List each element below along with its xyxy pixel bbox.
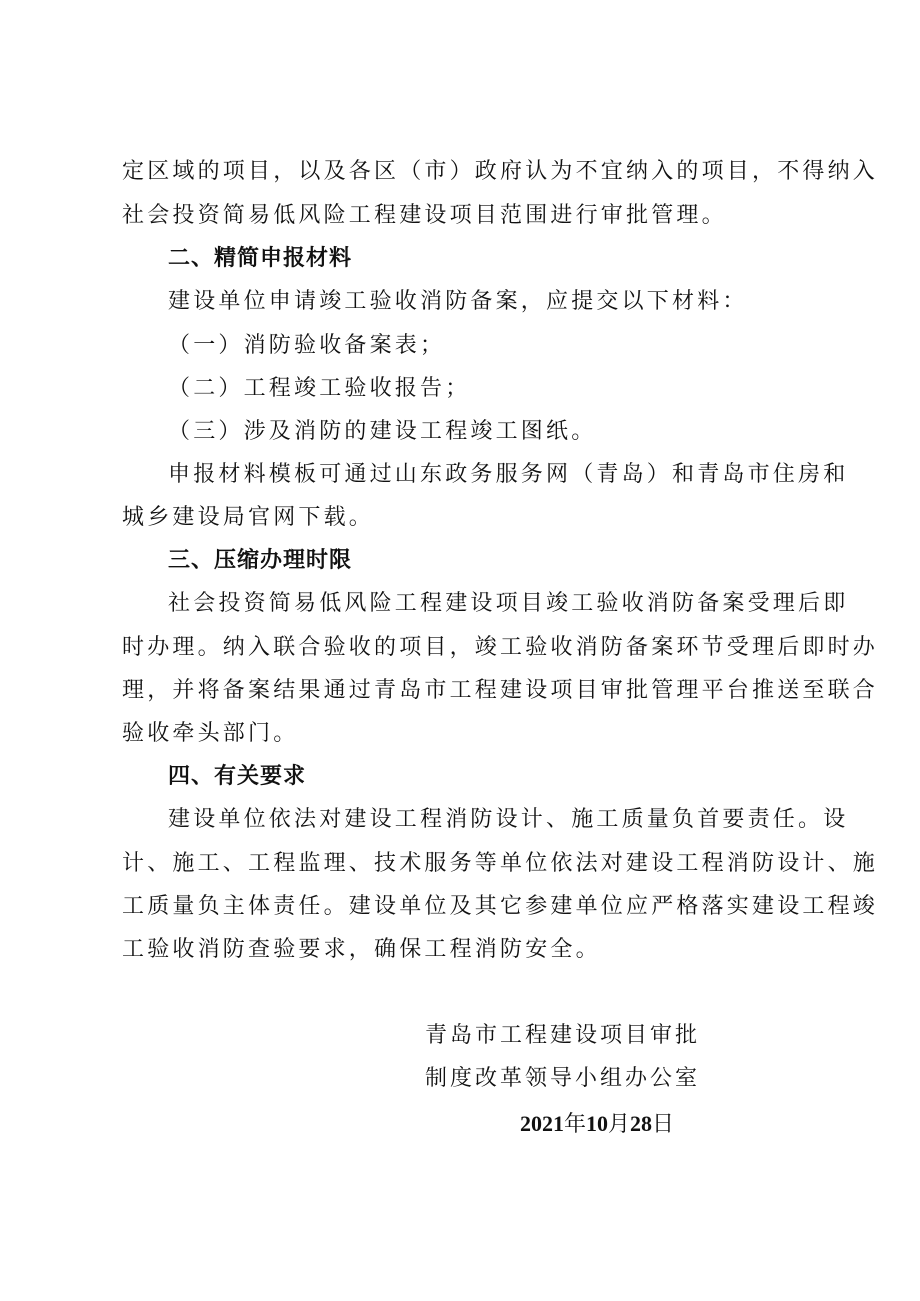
- section4-body-line-1: 建设单位依法对建设工程消防设计、施工质量负首要责任。设: [168, 807, 849, 832]
- section3-body-line-2: 时办理。纳入联合验收的项目，竣工验收消防备案环节受理后即时办: [122, 635, 879, 660]
- intro-line-2: 社会投资简易低风险工程建设项目范围进行审批管理。: [122, 203, 727, 228]
- section4-body-line-3: 工质量负主体责任。建设单位及其它参建单位应严格落实建设工程竣: [122, 894, 879, 919]
- section3-body-line-4: 验收牵头部门。: [122, 721, 299, 746]
- section2-heading: 二、精简申报材料: [168, 246, 353, 271]
- signature-date: [520, 1110, 674, 1138]
- date-year-unit: 年: [564, 1111, 587, 1136]
- section2-item-1: （一）消防验收备案表；: [168, 333, 446, 358]
- signature-org-line-1: 青岛市工程建设项目审批: [425, 1023, 701, 1048]
- signature-org-line-2: 制度改革领导小组办公室: [425, 1066, 701, 1091]
- section2-lead: 建设单位申请竣工验收消防备案，应提交以下材料：: [168, 289, 748, 314]
- date-day-unit: 日: [652, 1111, 675, 1136]
- section4-heading: 四、有关要求: [168, 764, 307, 789]
- section3-body-line-3: 理，并将备案结果通过青岛市工程建设项目审批管理平台推送至联合: [122, 678, 879, 703]
- section4-body-line-4: 工验收消防查验要求，确保工程消防安全。: [122, 937, 601, 962]
- date-month-unit: 月: [608, 1111, 631, 1136]
- section3-body-line-1: 社会投资简易低风险工程建设项目竣工验收消防备案受理后即: [168, 591, 849, 616]
- section4-body-line-2: 计、施工、工程监理、技术服务等单位依法对建设工程消防设计、施: [122, 851, 879, 876]
- section2-item-2: （二）工程竣工验收报告；: [168, 376, 471, 401]
- section3-heading: 三、压缩办理时限: [168, 548, 353, 573]
- date-year: 2021: [520, 1111, 564, 1136]
- section2-note-line-1: 申报材料模板可通过山东政务服务网（青岛）和青岛市住房和: [168, 462, 849, 487]
- section2-item-3: （三）涉及消防的建设工程竣工图纸。: [168, 419, 597, 444]
- date-day: 28: [630, 1111, 653, 1136]
- date-month: 10: [586, 1111, 609, 1136]
- section2-note-line-2: 城乡建设局官网下载。: [122, 505, 375, 530]
- intro-line-1: 定区域的项目，以及各区（市）政府认为不宜纳入的项目，不得纳入: [122, 159, 879, 184]
